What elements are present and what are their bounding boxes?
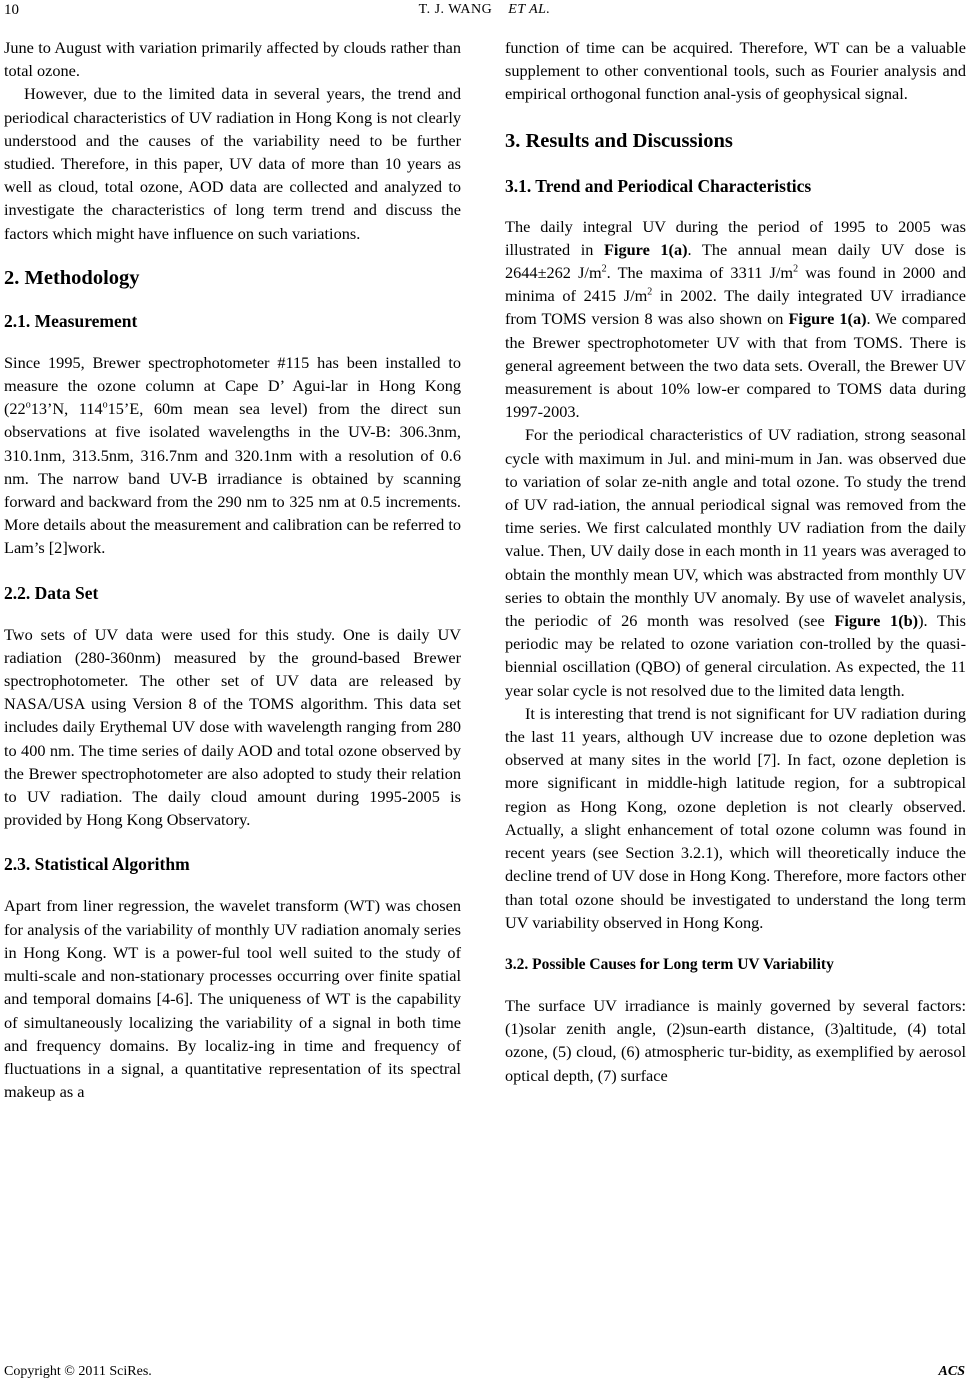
page-number: 10 — [4, 2, 19, 18]
figure-ref-1b: Figure 1(b) — [834, 611, 919, 631]
running-head-author: T. J. WANG — [418, 2, 493, 17]
subsection-heading-measurement: 2.1. Measurement — [4, 310, 138, 331]
journal-abbreviation: ACS — [938, 1364, 965, 1379]
paragraph-however: However, due to the limited data in several years, the trend and periodical characteristics of UV radiation in Hong Kong is not clearly understood and the causes of the variability need to be further studied. Therefore, in this paper, UV data of more than 10 years as well as cloud, total ozone, AOD data are collected and analyzed to investigate the characteristics of long term trend and discuss the factors which might have influence on such variations. — [4, 84, 461, 243]
subsection-heading-trend: 3.1. Trend and Periodical Characteristics — [505, 175, 812, 196]
paragraph-trend: The daily integral UV during the period of 1995 to 2005 was illustrated in Figure 1(a). The annual mean daily UV dose is 2644±262 $J/m^2$. The maxima of 3311 $J/m^2$ was found in 2000 and minima of 2415 $J/m^2$ in 2002. The daily integrated UV irradiance from TOMS version 8 was also shown on Figure 1(a). We compared the Brewer spectrophotometer UV with that from TOMS. There is general agreement between the two data sets. Overall, the Brewer UV measurement is about 10% low-er compared to TOMS data during 1997-2003. — [505, 216, 967, 422]
copyright-notice: Copyright © 2011 SciRes. — [4, 1364, 152, 1379]
subsection-heading-data-set: 2.2. Data Set — [4, 582, 99, 603]
running-head — [0, 2, 969, 18]
figure-ref-1a: Figure 1(a) — [603, 239, 688, 259]
paragraph-intro-end: June to August with variation primarily affected by clouds rather than total ozone. — [4, 38, 461, 81]
paragraph-causes: The surface UV irradiance is mainly governed by several factors: (1)solar zenith angle, (2)sun-earth distance, (3)altitude, (4) total ozone, (5) cloud, (6) atmospheric tur-bidity, as exemplified by aerosol optical depth, (7) surface — [505, 995, 966, 1085]
paragraph-wavelet-continued: function of time can be acquired. Therefore, WT can be a valuable supplement to other conventional tools, such as Fourier analysis and empirical orthogonal function anal-ysis of geophysical signal. — [505, 38, 966, 104]
paragraph-measurement: Since 1995, Brewer spectrophotometer #115 has been installed to measure the ozone column at Cape D’ Agui-lar in Hong Kong (22$^o$13’N, 114$^o$15’E, 60m mean sea level) from the direct sun observations at five isolated wavelengths in the UV-B: 306.3nm, 310.1nm, 313.5nm, 316.7nm and 320.1nm with a resolution of 0.6 nm. The narrow band UV-B irradiance is obtained by scanning forward and backward from the 290 nm to 325 nm at 0.5 increments. More details about the measurement and calibration can be referred to Lam’s [2]work. — [4, 352, 461, 558]
running-head-et-al: ET AL. — [508, 2, 551, 17]
figure-ref-1a-second: Figure 1(a) — [788, 309, 867, 329]
right-column — [505, 36, 966, 1087]
paragraph-interesting: It is interesting that trend is not significant for UV radiation during the last 11 years, although UV increase due to ozone depletion was observed at many sites in the world [7]. In fact, ozone depletion is more significant in middle-high latitude region, for a subtropical region as Hong Kong, ozone depletion is not clearly observed. Actually, a slight enhancement of total ozone column was found in recent years (see Section 3.2.1), which will theoretically induce the decline trend of UV dose in Hong Kong. Therefore, more factors other than total ozone should be investigated to understand the long term UV variability observed in Hong Kong. — [505, 703, 966, 932]
section-heading-methodology: 2. Methodology — [4, 266, 140, 289]
paragraph-data-set: Two sets of UV data were used for this study. One is daily UV radiation (280-360nm) measured by the ground-based Brewer spectrophotometer. The other set of UV data are released by NASA/USA using Version 8 of the TOMS algorithm. This data set includes daily Erythemal UV dose with wavelength ranging from 280 to 400 nm. The time series of daily AOD and total ozone observed by the Brewer spectrophotometer are also adopted to study their relation to UV radiation. The daily cloud amount during 1995-2005 is provided by Hong Kong Observatory. — [4, 624, 461, 830]
paragraph-periodical: For the periodical characteristics of UV radiation, strong seasonal cycle with maximum in Jul. and mini-mum in Jan. was observed due to variation of solar ze-nith angle and total ozone. To study the trend of UV rad-iation, the annual periodical signal was removed from the time series. We first calculated monthly UV radiation from the daily value. Then, UV daily dose in each month in 11 years was averaged to obtain the monthly mean UV, which was abstracted from monthly UV series to obtain the monthly UV anomaly. By use of wavelet analysis, the periodic of 26 month was resolved (see Figure 1(b)). This periodic may be related to ozone variation con-trolled by the quasi-biennial oscillation (QBO) of general circulation. As expected, the 11 year solar cycle is not resolved due to the limited data length. — [505, 425, 966, 700]
left-column — [4, 36, 461, 1103]
paragraph-statistical-algorithm: Apart from liner regression, the wavelet transform (WT) was chosen for analysis of the variability of monthly UV radiation anomaly series in Hong Kong. WT is a power-ful tool well suited to the study of multi-scale and non-stationary processes occurring over finite spatial and temporal domains [4-6]. The uniqueness of WT is the capability of simultaneously localizing the variability of a signal in both time and frequency domains. By localiz-ing in time and frequency of fluctuations in a signal, a quantitative representation of its spectral makeup as a — [4, 896, 461, 1102]
subsection-heading-statistical-algorithm: 2.3. Statistical Algorithm — [4, 854, 190, 875]
page-header — [0, 0, 969, 30]
subsection-heading-causes: 3.2. Possible Causes for Long term UV Variability — [505, 955, 834, 973]
section-heading-results: 3. Results and Discussions — [505, 129, 733, 152]
